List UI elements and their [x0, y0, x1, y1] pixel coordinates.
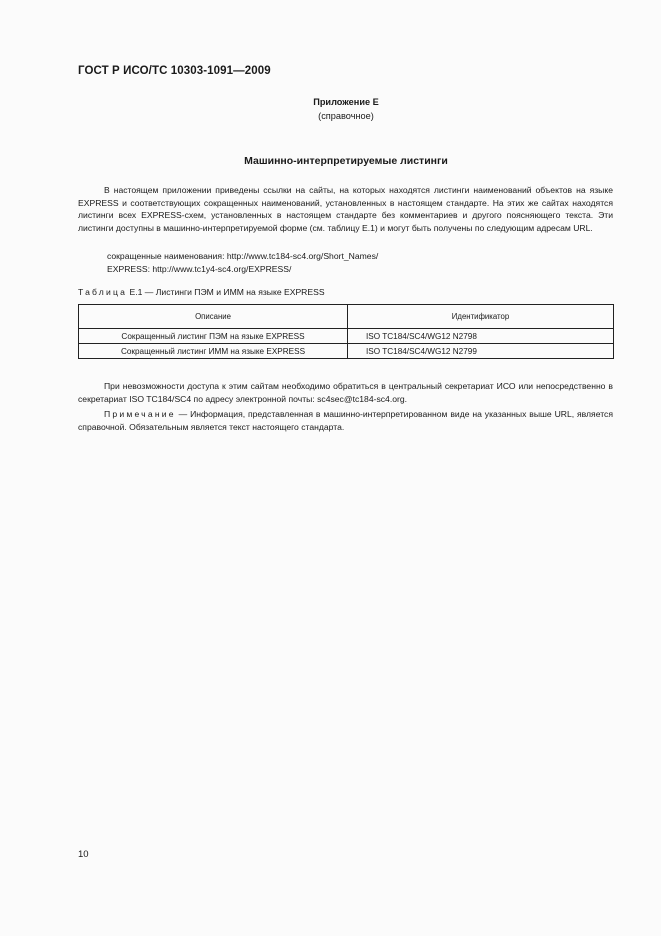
url-short-names[interactable]: сокращенные наименования: http://www.tc184-sc4.org/Short_Names/ — [107, 251, 379, 261]
table-row — [79, 329, 614, 344]
table-cell-identifier: ISO TC184/SC4/WG12 N2798 — [348, 329, 614, 344]
listings-table — [78, 304, 614, 359]
appendix-title: Приложение Е — [313, 97, 379, 107]
document-header: ГОСТ Р ИСО/ТС 10303-1091—2009 — [78, 65, 271, 77]
table-row — [79, 344, 614, 359]
intro-text: В настоящем приложении приведены ссылки на сайты, на которых находятся листинги наименований объектов на языке EXPRESS и соответствующих сокращенных наименований, установленных в настоящем стандарте. На этих же сайтах находятся листинги всех EXPRESS-схем, установленных в настоящем стандарте без комментариев и другого поясняющего текста. Эти листинги доступны в машинно-интерпретируемой форме (см. таблицу Е.1) и могут быть получены по следующим адресам URL. — [78, 185, 613, 233]
note-paragraph — [78, 408, 613, 433]
note-body — [78, 408, 613, 433]
table-caption-text: Е.1 — Листинги ПЭМ и ИММ на языке EXPRESS — [127, 287, 325, 297]
note-text: — Информация, представленная в машинно-интерпретированном виде на указанных выше URL, является справочной. Обязательным является текст настоящего стандарта. — [78, 409, 613, 432]
intro-paragraph — [78, 184, 613, 234]
table-caption — [78, 287, 325, 297]
table-caption-label: Таблица — [78, 287, 128, 297]
table-header-row — [79, 305, 614, 329]
column-header-description: Описание — [79, 305, 348, 329]
section-title: Машинно-интерпретируемые листинги — [244, 155, 448, 167]
url-express[interactable]: EXPRESS: http://www.tc1y4-sc4.org/EXPRESS/ — [107, 264, 292, 274]
outro-paragraph — [78, 380, 613, 405]
note-label: Примечание — [104, 409, 176, 419]
page-number: 10 — [78, 849, 89, 860]
outro-text: При невозможности доступа к этим сайтам необходимо обратиться в центральный секретариат ИСО или непосредственно в секретариат ISO TC184/SC4 по адресу электронной почты: sc4sec@tc184-sc4.org. — [78, 381, 613, 404]
table-cell-description: Сокращенный листинг ПЭМ на языке EXPRESS — [79, 329, 348, 344]
table-cell-description: Сокращенный листинг ИММ на языке EXPRESS — [79, 344, 348, 359]
column-header-identifier: Идентификатор — [348, 305, 614, 329]
appendix-subtitle: (справочное) — [318, 111, 374, 121]
table-cell-identifier: ISO TC184/SC4/WG12 N2799 — [348, 344, 614, 359]
